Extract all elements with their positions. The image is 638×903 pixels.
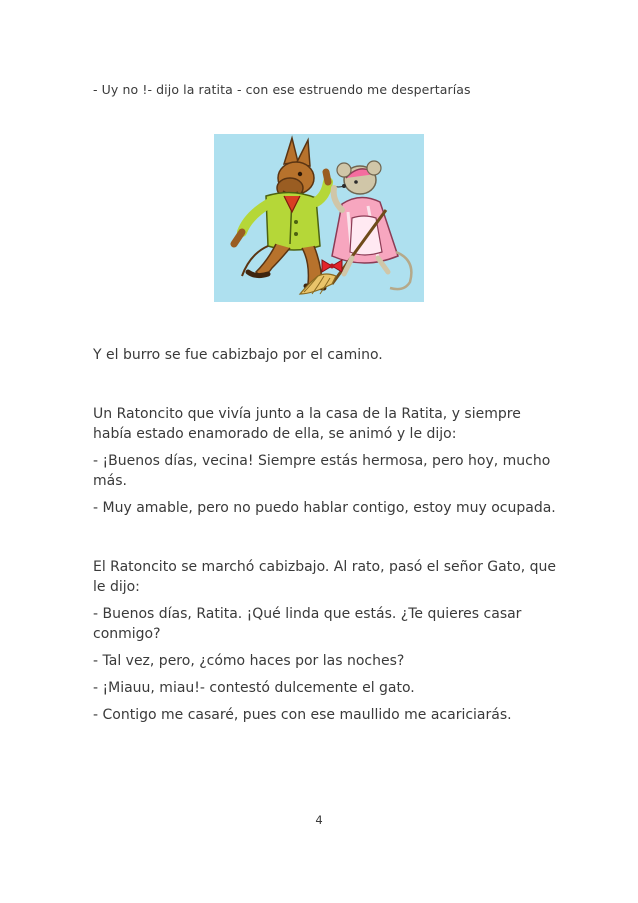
paragraph-line: había estado enamorado de ella, se animó y le dijo: [93,426,457,442]
paragraph-line: - ¡Miauu, miau!- contestó dulcemente el gato. [93,680,415,696]
paragraph-line: - Muy amable, pero no puedo hablar contigo, estoy muy ocupada. [93,500,556,516]
paragraph-line: le dijo: [93,579,140,595]
paragraph-line: Un Ratoncito que vivía junto a la casa de la Ratita, y siempre [93,406,521,422]
paragraph-line: El Ratoncito se marchó cabizbajo. Al rato, pasó el señor Gato, que [93,559,557,575]
paragraph-line: - Buenos días, Ratita. ¡Qué linda que estás. ¿Te quieres casar [93,606,522,622]
paragraph-line: - ¡Buenos días, vecina! Siempre estás hermosa, pero hoy, mucho [93,453,551,469]
paragraph-line: - Contigo me casaré, pues con ese maullido me acariciarás. [93,707,512,723]
paragraph-line: - Tal vez, pero, ¿cómo haces por las noches? [93,653,405,669]
paragraph-line: más. [93,473,127,489]
paragraph-line: conmigo? [93,626,161,642]
opening-dialogue-line: - Uy no !- dijo la ratita - con ese estruendo me despertarías [93,82,471,97]
page-number: 4 [315,813,323,827]
donkey-and-mouse-illustration [214,134,424,302]
paragraph-line: Y el burro se fue cabizbajo por el camino. [93,347,383,363]
story-illustration [214,134,424,302]
